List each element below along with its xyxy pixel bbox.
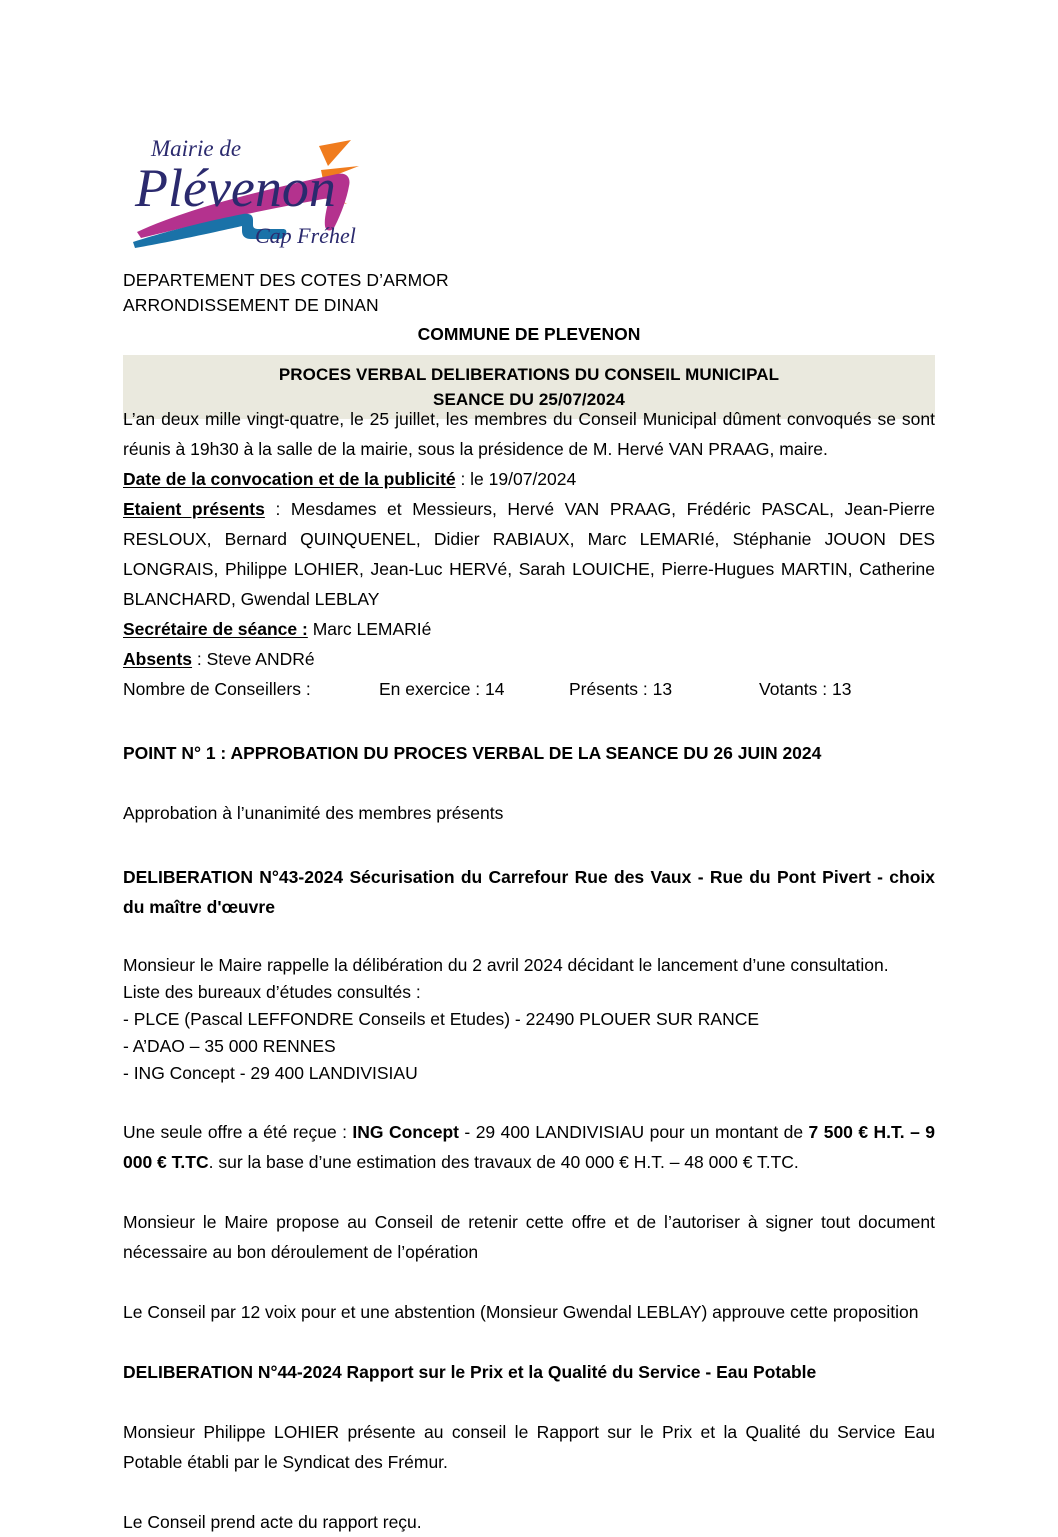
absents-label: Absents — [123, 649, 193, 669]
deliberation-43-proposal: Monsieur le Maire propose au Conseil de retenir cette offre et de l’autoriser à signer tout document nécessaire au bon déroulement de l’opération — [123, 1212, 935, 1262]
presents-label: Etaient présents — [123, 499, 265, 519]
consulted-firm-item: - A’DAO – 35 000 RENNES — [123, 1036, 336, 1056]
consulted-firm-item: - ING Concept - 29 400 LANDIVISIAU — [123, 1063, 418, 1083]
logo-text-mairie-de: Mairie de — [151, 136, 242, 161]
consulted-firm-item: - PLCE (Pascal LEFFONDRE Conseils et Etudes) - 22490 PLOUER SUR RANCE — [123, 1009, 760, 1029]
deliberation-44-heading: DELIBERATION N°44-2024 Rapport sur le Prix et la Qualité du Service - Eau Potable — [123, 1362, 817, 1382]
header-departement: DEPARTEMENT DES COTES D’ARMOR — [123, 270, 449, 290]
offer-company-name: ING Concept — [352, 1122, 459, 1142]
spacer — [123, 704, 935, 738]
deliberation-43-heading: DELIBERATION N°43-2024 Sécurisation du Carrefour Rue des Vaux - Rue du Pont Pivert - choix du maître d'œuvre — [123, 867, 935, 917]
spacer — [123, 768, 935, 798]
header-arrondissement: ARRONDISSEMENT DE DINAN — [123, 295, 379, 315]
point-1-body: Approbation à l’unanimité des membres présents — [123, 803, 504, 823]
offer-text-part1: Une seule offre a été reçue : — [123, 1122, 353, 1142]
document-header — [123, 268, 935, 347]
counts-en-exercice: En exercice : 14 — [379, 679, 505, 699]
counts-presents: Présents : 13 — [569, 679, 673, 699]
header-commune: COMMUNE DE PLEVENON — [417, 324, 641, 344]
spacer — [123, 1327, 935, 1357]
point-1-heading: POINT N° 1 : APPROBATION DU PROCES VERBAL DE LA SEANCE DU 26 JUIN 2024 — [123, 743, 822, 763]
mairie-plevenon-logo — [123, 128, 373, 250]
spacer — [123, 1477, 935, 1507]
deliberation-44-body: Monsieur Philippe LOHIER présente au conseil le Rapport sur le Prix et la Qualité du Service Eau Potable établi par le Syndicat des Frémur. — [123, 1422, 935, 1472]
convocation-value: : le 19/07/2024 — [455, 469, 577, 489]
logo-text-cap-frehel: Cap Fréhel — [255, 223, 356, 248]
spacer — [123, 922, 935, 952]
counts-votants: Votants : 13 — [759, 679, 852, 699]
field-convocation — [123, 464, 935, 494]
deliberation-44-closing: Le Conseil prend acte du rapport reçu. — [123, 1512, 422, 1532]
field-absents — [123, 644, 935, 674]
field-presents — [123, 494, 935, 614]
document-body — [123, 404, 935, 1537]
counts-label: Nombre de Conseillers : — [123, 679, 311, 699]
spacer — [123, 1387, 935, 1417]
spacer — [123, 1087, 935, 1117]
logo-artwork — [123, 128, 373, 250]
banner-title-line1: PROCES VERBAL DELIBERATIONS DU CONSEIL MUNICIPAL — [278, 365, 780, 384]
offer-text-part2: - 29 400 LANDIVISIAU pour un montant de — [458, 1122, 809, 1142]
intro-paragraph: L’an deux mille vingt-quatre, le 25 juillet, les membres du Conseil Municipal dûment convoqués se sont réunis à 19h30 à la salle de la mairie, sous la présidence de M. Hervé VAN PRAAG, maire. — [123, 409, 935, 459]
presents-value: : Mesdames et Messieurs, Hervé VAN PRAAG, Frédéric PASCAL, Jean-Pierre RESLOUX, Bernard QUINQUENEL, Didier RABIAUX, Marc LEMARIé, Stéphanie JOUON DES LONGRAIS, Philippe LOHIER, Jean-Luc HERVé, Sarah LOUICHE, Pierre-Hugues MARTIN, Catherine BLANCHARD, Gwendal LEBLAY — [123, 499, 935, 609]
secretaire-value: Marc LEMARIé — [307, 619, 432, 639]
councillor-counts-row — [123, 674, 935, 704]
convocation-label: Date de la convocation et de la publicité — [123, 469, 456, 489]
spacer — [123, 828, 935, 862]
offer-amount: 7 500 € H.T. – 9 000 € T.TC — [123, 1122, 935, 1172]
spacer — [123, 1267, 935, 1297]
absents-value: : Steve ANDRé — [192, 649, 315, 669]
field-secretaire — [123, 614, 935, 644]
deliberation-43-offer — [123, 1117, 935, 1177]
banner-title-line2: SEANCE DU 25/07/2024 — [433, 390, 625, 409]
logo-text-plevenon: Plévenon — [135, 158, 336, 218]
spacer — [123, 1177, 935, 1207]
deliberation-43-vote: Le Conseil par 12 voix pour et une abstention (Monsieur Gwendal LEBLAY) approuve cette proposition — [123, 1302, 919, 1322]
secretaire-label: Secrétaire de séance : — [123, 619, 308, 639]
deliberation-43-intro-line2: Liste des bureaux d’études consultés : — [123, 982, 421, 1002]
deliberation-43-intro-line1: Monsieur le Maire rappelle la délibération du 2 avril 2024 décidant le lancement d’une consultation. — [123, 955, 889, 975]
offer-text-part3: . sur la base d’une estimation des travaux de 40 000 € H.T. – 48 000 € T.TC. — [208, 1152, 799, 1172]
